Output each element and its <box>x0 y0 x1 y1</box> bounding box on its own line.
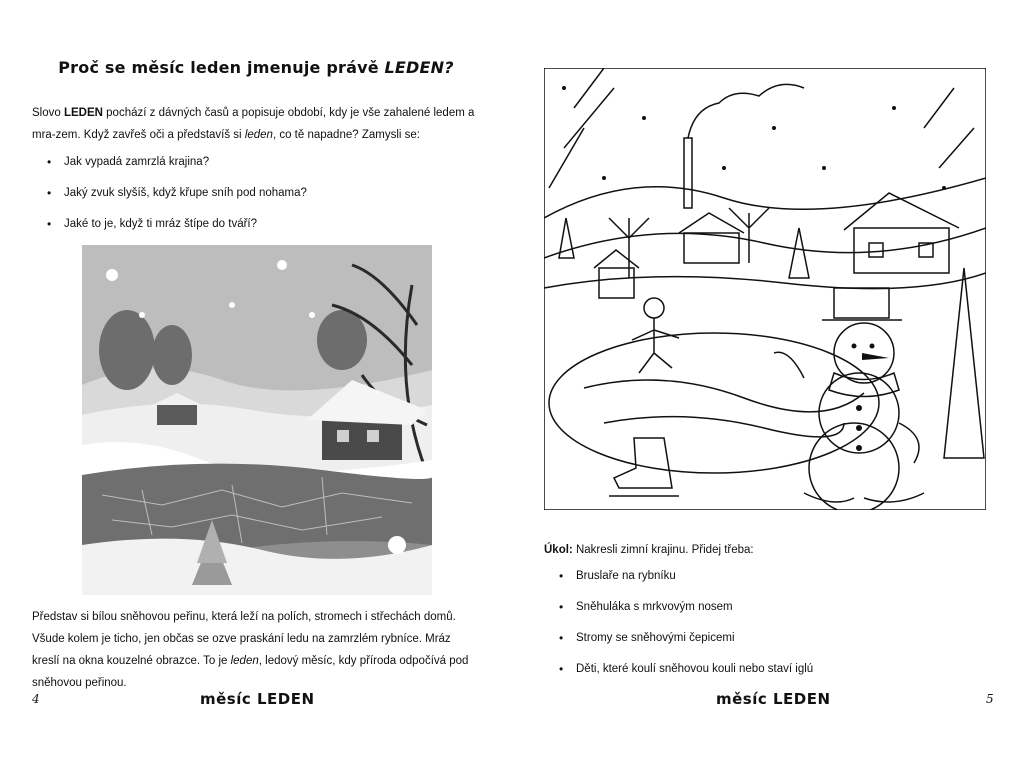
list-item: • Sněhuláka s mrkvovým nosem <box>558 597 978 628</box>
page-number: 4 <box>32 692 40 706</box>
right-page <box>512 0 1024 768</box>
footer-title: měsíc LEDEN <box>716 690 831 708</box>
list-item: • Jaký zvuk slyšíš, když křupe sníh pod nohama? <box>46 183 466 214</box>
footer-title: měsíc LEDEN <box>200 690 315 708</box>
winter-landscape-illustration <box>82 245 432 595</box>
page-title: Proč se měsíc leden jmenuje právě LEDEN? <box>58 58 454 77</box>
list-item: • Jaké to je, když ti mráz štípe do tváří? <box>46 214 466 245</box>
list-item: • Bruslaře na rybníku <box>558 566 978 597</box>
list-item: • Stromy se sněhovými čepicemi <box>558 628 978 659</box>
coloring-page-illustration <box>544 68 986 510</box>
list-item: • Jak vypadá zamrzlá krajina? <box>46 152 466 183</box>
page-number: 5 <box>986 692 994 706</box>
task-intro: Úkol: Nakresli zimní krajinu. Přidej třeba: <box>544 544 754 556</box>
intro-paragraph: Slovo LEDEN pochází z dávných časů a popisuje období, kdy je vše zahalené ledem a mra-zem. Když zavřeš oči a představíš si leden, co tě napadne? Zamysli se: <box>32 107 475 141</box>
outro-paragraph: Představ si bílou sněhovou peřinu, která leží na polích, stromech i střechách domů. Všude kolem je ticho, jen občas se ozve praskání ledu na zamrzlém rybníce. Mráz kreslí na okna kouzelné obrazce. To je leden, ledový měsíc, kdy příroda odpočívá pod sněhovou peřinou. <box>32 611 469 689</box>
task-list <box>558 566 978 690</box>
question-list <box>46 152 466 245</box>
list-item: • Děti, které koulí sněhovou kouli nebo staví iglú <box>558 659 978 690</box>
